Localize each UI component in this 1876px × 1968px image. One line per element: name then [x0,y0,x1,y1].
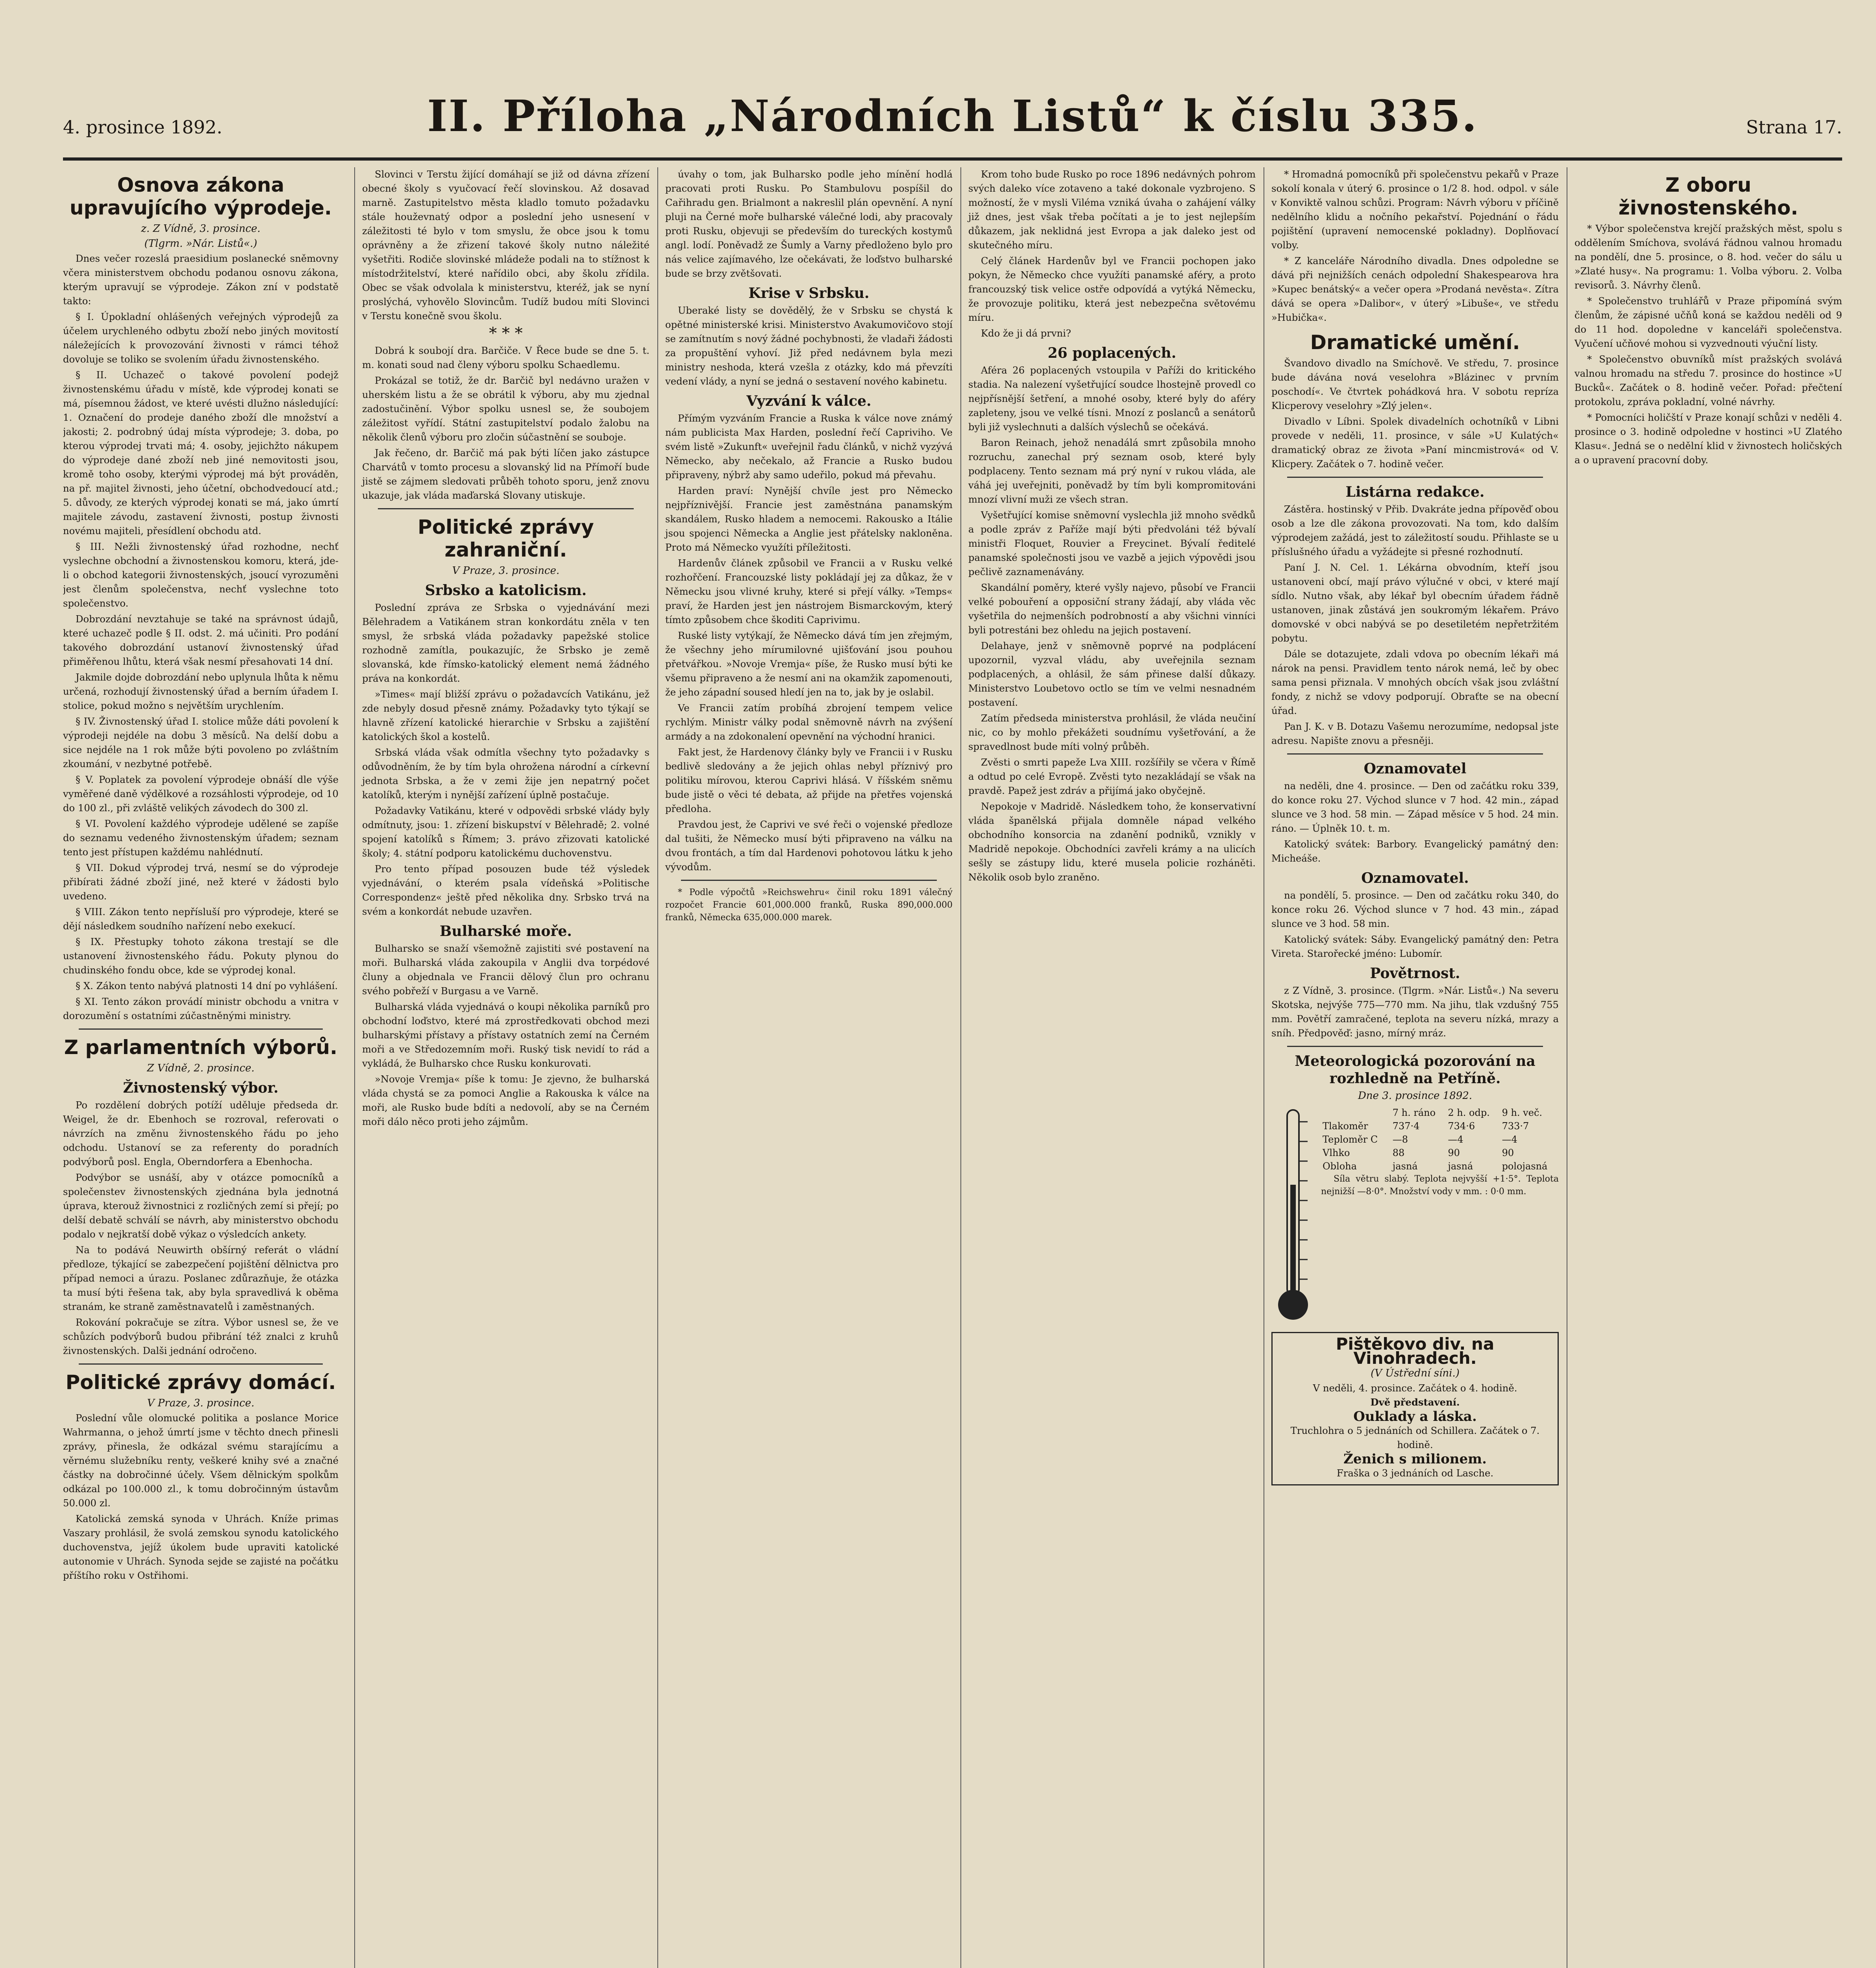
issue-date: 4. prosince 1892. [63,117,222,138]
dateline: Z Vídně, 2. prosince. [147,1062,255,1074]
paragraph: § VII. Dokud výprodej trvá, nesmí se do výprodeje přibírati žádné zboží jiné, než které v žádosti bylo uvedeno. [63,862,339,902]
divider [378,508,634,509]
divider [681,880,937,881]
weather-block [1271,1106,1559,1326]
subheading: Meteorologická pozorování na rozhledně na Petříně. [1295,1053,1536,1087]
paragraph: Katolický svátek: Barbory. Evangelický památný den: Micheáše. [1271,838,1559,864]
paragraph: Krom toho bude Rusko po roce 1896 nedávných pohrom svých daleko více zotaveno a také dokonale vyzbrojeno. S možností, že v mysli Viléma vzniká úvaha o zahájení války již dnes, jest však třeba počítati a je to jest nejlepším důkazem, jak neklidná jest Evropa a jak daleko jest od skutečného míru. [968,168,1256,251]
article-heading: Politické zprávy domácí. [65,1371,336,1394]
paragraph: § VI. Povolení každého výprodeje udělené se zapíše do seznamu vedeného živnostenským úřadem; seznam tento jest přístupen každému nahlédnutí. [63,818,339,858]
paragraph: Dobrozdání nevztahuje se také na správnost údajů, které uchazeč podle § II. odst. 2. má učiniti. Pro podání takového dobrozdání ustanoví živnostenský úřad přiměřenou lhůtu, která však nesmí přesahovati 14 dní. [63,613,339,667]
table-cell: jasná [1448,1161,1473,1172]
subheading: Oznamovatel. [1361,870,1469,886]
subheading: Krise v Srbsku. [748,285,870,301]
subheading: Srbsko a katolicism. [425,582,587,599]
paragraph: Pravdou jest, že Caprivi ve své řeči o vojenské předloze dal tušiti, že Německo musí býti připraveno na válku na dvou frontách, a tím dal Hardenovi pohotovou látku k jeho vývodům. [665,819,953,873]
paragraph: Bulharská vláda vyjednává o koupi několika parníků pro obchodní loďstvo, které má zprostředkovati obchod mezi bulharskými přístavy a přístavy ostatních zemí na Černém moři a ve Středozemním moři. Ruský tisk nevidí to rád a vykládá, že Bulharsko chce Rusku konkurovati. [362,1001,649,1069]
paragraph: * Pomocníci holičští v Praze konají schůzi v neděli 4. prosince o 3. hodině odpoledne v hostinci »U Zlatého Klasu«. Jedná se o nedělní klid v živnostech holičských a o upravení pracovní doby. [1574,412,1842,466]
paragraph: Požadavky Vatikánu, které v odpovědi srbské vlády byly odmítnuty, jsou: 1. zřízení biskupství v Bělehradě; 2. volné spojení katolíků s Římem; 3. právo zřizovati katolické školy; 4. státní podporu katolickému duchovenstvu. [362,805,649,859]
paragraph: Pro tento případ posouzen bude též výsledek vyjednávání, o kterém psala vídeňská »Politische Correspondenz« ještě před několika dny. Srbsko trvá na svém a konkordát nebude uzavřen. [362,863,649,917]
theatre-advertisement [1271,1332,1559,1485]
table-cell: Obloha [1323,1161,1357,1172]
paragraph: Slovinci v Terstu žijící domáhají se již od dávna zřízení obecné školy s vyučovací řečí slovinskou. Až dosavad marně. Zastupitelstvo města kladlo tomuto požadavku stále houževnatý odpor a poslední jeho usnesení v záležitosti té bylo v tom smyslu, že obce jsou k tomu oprávněny a že zřizení takové školy nutno náležité vyšetřiti. Rodiče slovinské mládeže podali na to stížnost k místodržitelství, které nařídilo obci, aby školu zřídila. Obec se však odvolala k ministerstvu, kteréž, jak se nyní proslýchá, vyhovělo Slovincům. Tudíž budou míti Slovinci v Terstu konečně svou školu. [362,168,649,322]
paragraph: * Výbor společenstva krejčí pražských měst, spolu s oddělením Smíchova, svolává řádnou valnou hromadu na pondělí, dne 5. prosince, o 8. hod. večer do sálu u »Zlaté husy«. Na programu: 1. Volba výboru. 2. Volba revisorů. 3. Návrhy členů. [1574,223,1842,291]
paragraph: Poslední vůle olomucké politika a poslance Morice Wahrmanna, o jehož úmrtí jsme v těchto dnech přinesli zprávy, přinesla, že odkázal svému starajícímu a věrnému služebníku renty, veškeré knihy své a značné částky na dobročinné účely. Všem dělnickým spolkům odkázal po 100.000 zl., k tomu dobročinným ústavům 50.000 zl. [63,1412,339,1509]
paragraph: Po rozdělení dobrých potíží uděluje předseda dr. Weigel, že dr. Ebenhoch se rozroval, referovati o návrzích na změnu živnostenského řádu po jeho odchodu. Ustanoví se za referenty do poradních podvýborů posl. Engla, Oberndorfera a Ebenhocha. [63,1099,339,1167]
paragraph: z Z Vídně, 3. prosince. (Tlgrm. »Nár. Listů«.) Na severu Skotska, nejvýše 775—770 mm. Na jihu, tlak vzdušný 755 mm. Povětří zamračené, teplota na severu nízká, mrazy a sníh. Předpověď: jasno, mírný mráz. [1271,985,1559,1039]
paragraph: Kdo že ji dá prvni? [981,327,1071,339]
table-cell: Vlhko [1323,1147,1350,1158]
page-title: II. Příloha „Národních Listů“ k číslu 335. [427,91,1478,141]
subheading: Povětrnost. [1370,965,1460,982]
columns [63,167,1842,1968]
ad-line: Dvě představení. [1370,1396,1460,1408]
ad-play-title: Ženich s milionem. [1343,1451,1487,1467]
subheading: Listárna redakce. [1345,484,1485,500]
paragraph: Zvěsti o smrti papeže Lva XIII. rozšířily se včera v Římě a odtud po celé Evropě. Zvěsti tyto nezakládají se však na pravdě. Papež jest zdráv a přijímá jako obyčejně. [968,756,1256,796]
paragraph: Nepokoje v Madridě. Následkem toho, že konservativní vláda španělská přijala domněle nápad velkého obchodního konsorcia na zdanění podniků, vznikly v Madridě nepokoje. Obchodníci zavřeli krámy a na ulicích sešly se zástupy lidu, které musela policie rozháněti. Několik osob bylo zraněno. [968,801,1256,883]
table-cell: —4 [1448,1134,1463,1145]
paragraph: na neděli, dne 4. prosince. — Den od začátku roku 339, do konce roku 27. Východ slunce v 7 hod. 42 min., západ slunce ve 3 hod. 58 min. — Západ měsíce v 5 hod. 24 min. ráno. — Úplněk 10. t. m. [1271,780,1559,834]
divider [79,1028,323,1030]
observation-date: Dne 3. prosince 1892. [1358,1090,1473,1102]
telegram-note: (Tlgrm. »Nár. Listů«.) [144,238,257,250]
paragraph: § II. Uchazeč o takové povolení podejž živnostenskému úřadu v místě, kde výprodej konati se má, písemnou žádost, ve které uvésti dlužno následující: 1. Označení do prodeje daného zboží dle množství a jakosti; 2. podrobný údaj místa výprodeje; 3. doba, po kterou výprodej trvati má; 4. osoby, jejichžto nákupem do výprodeje dané zboží neb jiné nemovitosti jsou, kromě toho osoby, kterými výprodej má být prováděn, na př. majitel živnosti, jeho účetní, obchodvedoucí atd.; 5. důvody, ze kterých výprodej konati se má, jako úmrtí majitele závodu, zastavení živnosti, postup živnosti novému majiteli, přesídlení obchodu atd. [63,369,339,536]
subheading: Živnostenský výbor. [123,1080,279,1096]
paragraph: § X. Zákon tento nabývá platnosti 14 dní po vyhlášení. [76,980,338,991]
paragraph: § III. Nežli živnostenský úřad rozhodne, nechť vyslechne obchodní a živnostenskou komoru, která, jde-li o obchod kategorii živnostenských, jsoucí vyrozuměni jest členům společenstva, nechť vyslechne toto společenstvo. [63,541,339,609]
paragraph: »Times« mají bližší zprávu o požadavcích Vatikánu, jež zde nebyly dosud přesně známy. Požadavky tyto týkají se hlavně zřízení katolické hierarchie v Srbsku a zajištění katolických škol a kostelů. [362,688,649,742]
thermometer-icon [1271,1106,1315,1326]
subheading: 26 poplacených. [1047,345,1177,361]
table-row [1321,1119,1559,1133]
paragraph: Rokování pokračuje se zítra. Výbor usnesl se, že ve schůzích podvýborů budou přibrání též znalci z kruhů živnostenských. Dalši jednání odročeno. [63,1317,339,1356]
paragraph: na pondělí, 5. prosince. — Den od začátku roku 340, do konce roku 26. Východ slunce v 7 hod. 43 min., západ slunce ve 3 hod. 58 min. [1271,890,1559,929]
table-cell: Tlakoměr [1323,1121,1368,1132]
ad-title: Pištěkovo div. na Vinohradech. [1336,1334,1495,1368]
column-3 [657,167,960,1968]
table-cell: Teploměr C [1323,1134,1378,1145]
column-1 [63,167,346,1968]
column-2 [354,167,657,1968]
paragraph: Hardenův článek způsobil ve Francii a v Rusku velké rozhořčení. Francouzské listy pokládají jej za důkaz, že v Německu jsou vlivné kruhy, které si přejí války. »Temps« praví, že Harden jest jen nástrojem Bismarckovým, který tímto způsobem chce škoditi Caprivimu. [665,557,953,625]
paragraph: § IV. Živnostenský úřad I. stolice může dáti povolení k výprodeji nejdéle na dobu 3 měsíců. Na delší dobu a sice nejdéle na 1 rok může býti povoleno po zvláštním zkoumání, v nezbytné potřebě. [63,716,339,769]
paragraph: Jakmile dojde dobrozdání nebo uplynula lhůta k němu určená, rozhodují živnostenský úřad a berním úřadem I. stolice, pokud možno s největším urychlením. [63,671,339,711]
table-cell: 88 [1392,1147,1405,1158]
ad-line: Truchlohra o 5 jednáních od Schillera. Začátek o 7. hodině. [1290,1425,1540,1450]
paragraph: Ve Francii zatím probíhá zbrojení tempem velice rychlým. Ministr války podal sněmovně návrh na zvýšení armády a na zdokonalení opevnění na východní hranici. [665,702,953,742]
ad-play-title: Ouklady a láska. [1353,1409,1477,1424]
paragraph: Aféra 26 poplacených vstoupila v Paříži do kritického stadia. Na nalezení vyšetřující soudce lhostejně provedl co nejpřísnější šetření, a mnohé osoby, které byly do aféry zapleteny, jsou ve velké tísni. Mnozí z poslanců a senátorů byli již vyslechnuti a dalších výslechů se očekává. [968,364,1256,433]
paragraph: Podvýbor se usnáší, aby v otázce pomocníků a společenstev živnostenských zjednána byla jednotná úprava, kterouž živnostnici z rozličných zemí si přejí; po delší debatě schválí se návrh, aby ministerstvo obchodu podalo v nejkratší době výkaz o výsledcích ankety. [63,1172,339,1240]
paragraph: Celý článek Hardenův byl ve Francii pochopen jako pokyn, že Německo chce využíti panamské aféry, a proto francouzský tisk velice ostře odpovídá a vytýká Německu, že provozuje politiku, která jest nebezpečna světovému míru. [968,255,1256,323]
divider [1287,477,1543,478]
paragraph: Prokázal se totiž, že dr. Barčič byl nedávno uražen v uherském listu a že se obrátil k výboru, aby mu zjednal zadostučinění. Výbor spolku usnesl se, že soubojem záležitost vyřídí. Státní zastupitelství podalo žalobu na několik členů výboru pro zločin súčastnění se souboje. [362,375,649,443]
weather-note: Síla větru slabý. Teplota nejvyšší +1·5°. Teplota nejnižší —8·0°. Množství vody v mm. : 0·0 mm. [1321,1174,1559,1197]
paragraph: Harden praví: Nynější chvíle jest pro Německo nejpříznivější. Francie jest zaměstnána panamským skandálem, Rusko hladem a nemocemi. Rakousko a Itálie jsou spojenci Německa a Anglie jest přátelsky nakloněna. Proto má Německo využíti příležitosti. [665,485,953,553]
paragraph: Katolický svátek: Sáby. Evangelický památný den: Petra Vireta. Starořecké jméno: Lubomír. [1271,934,1559,959]
paragraph: Dále se dotazujete, zdali vdova po obecním lékaři má nárok na pensi. Pravidlem tento nárok nemá, leč by obec sama pensi přiznala. V mnohých obcích však jsou zvláštní fondy, z nichž se vdovy podporují. Obraťte se na obecní úřad. [1271,648,1559,716]
table-header-cell: 2 h. odp. [1448,1107,1490,1118]
paragraph: »Novoje Vremja« píše k tomu: Je zjevno, že bulharská vláda chystá se za pomoci Anglie a Rakouska k válce na moři, ale Rusko bude bdíti a nedovolí, aby se na Černém moři dálo něco proti jeho zájmům. [362,1073,649,1127]
weather-data [1321,1106,1559,1200]
paragraph: úvahy o tom, jak Bulharsko podle jeho mínění hodlá pracovati proti Rusku. Po Stambulovu pospíšil do Cařihradu gen. Brialmont a nakreslil plán opevnění. A nyní pluji na Černé moře bulharské válečné lodi, aby pracovaly proti Rusku, objevuji se především do tureckých kostymů angl. lodí. Poněvadž ze Šumly a Varny předloženo bylo pro nás velice zajímavého, lze očekávati, že loďstvo bulharské bude se brzy zvětšovati. [665,168,953,279]
table-cell: polojasná [1502,1161,1548,1172]
paragraph: Baron Reinach, jehož nenadálá smrt způsobila mnoho rozruchu, zanechal prý seznam osob, které byly podplaceny. Tento seznam má prý nyní v rukou vláda, ale váhá jej uveřejniti, poněvadž by tím byli kompromitováni mnozí vlivní muži ze všech stran. [968,437,1256,505]
table-header-cell: 9 h. več. [1502,1107,1543,1118]
paragraph: Dobrá k soubojí dra. Barčiče. V Řece bude se dne 5. t. m. konati soud nad členy výboru spolku Schaedlemu. [362,345,649,370]
weather-table [1321,1106,1559,1173]
paragraph: Bulharsko se snaží všemožně zajistiti své postavení na moři. Bulharská vláda zakoupila v Anglii dva torpédové čluny a objednala ve Francii dělový člun pro ochranu svého pobřeží v Burgasu a ve Varně. [362,943,649,997]
dateline: V Praze, 3. prosince. [147,1397,255,1409]
paragraph: § V. Poplatek za povolení výprodeje obnáší dle výše vyměřené daně výdělkové a rozsáhlosti výprodeje, od 10 do 100 zl., při zvláště velikých závodech do 300 zl. [63,774,339,814]
paragraph: Uberaké listy se dovědělý, že v Srbsku se chystá k opětné ministerské krisi. Ministerstvo Avakumovičovo stojí se zamítnutím s nový žádné pochybnosti, že vladaři žádosti za propuštění vyhoví. Již před nedávnem byla mezi ministry neshoda, která vzešla z otázky, kdo má převzíti vedení vlády, a nyní se jedná o sestavení nového kabinetu. [665,305,953,387]
article-heading: Dramatické umění. [1310,331,1520,354]
paragraph: Jak řečeno, dr. Barčič má pak býti líčen jako zástupce Charvátů v tomto procesu a slovanský lid na Přímoří bude jistě se zájmem sledovati průběh tohoto sporu, jenž znovu ukazuje, jak vláda maďarská Slovany utiskuje. [362,447,649,501]
table-cell: jasná [1392,1161,1418,1172]
paragraph: Srbská vláda však odmítla všechny tyto požadavky s odůvodněním, že by tím byla ohrožena národní a církevní jednota Srbska, a že v zemi žije jen nepatrný počet katolíků, kterým i nynější zařízení úplně postačuje. [362,747,649,801]
table-row [1321,1146,1559,1160]
paragraph: Zástěra. hostinský v Přib. Dvakráte jedna přípověď obou osob a lze dle zákona provozovati. Na tom, kdo dalším výprodejem zažádá, jest to záležitostí soudu. Přihlaste se u příslušného úřadu a vyžádejte si přesné rozhodnutí. [1271,503,1559,557]
section-separator: * * * [489,324,523,342]
article-heading: Osnova zákona upravujícího výprodeje. [69,174,332,219]
paragraph: Ruské listy vytýkají, že Německo dává tím jen zřejmým, že všechny jeho mírumilovné ujišťování jsou pouhou přetvářkou. »Novoje Vremja« píše, že Rusko musí býti ke všemu připraveno a že nesmí ani na okamžik zapomenouti, že jeho západní soused hledí jen na to, jak by je oslabil. [665,630,953,698]
column-6 [1567,167,1842,1968]
table-cell: 90 [1448,1147,1460,1158]
table-cell: 734·6 [1448,1121,1475,1132]
subheading: Oznamovatel [1364,760,1467,777]
paragraph: * Společenstvo truhlářů v Praze připomíná svým členům, že zápisné učňů koná se každou neděli od 9 do 11 hod. dopoledne v kanceláři společenstva. Vyučení učňové mohou si vyzvednouti výuční listy. [1574,295,1842,349]
paragraph: § IX. Přestupky tohoto zákona trestají se dle ustanovení živnostenského řádu. Pokuty plynou do chudinského fondu obce, kde se výprodej konal. [63,936,339,976]
paragraph: Divadlo v Líbni. Spolek divadelních ochotníků v Libni provede v neděli, 11. prosince, v sále »U Kulatých« dramatický obraz ze života »Paní mincmistrová« od V. Klicpery. Začátek o 7. hodině večer. [1271,416,1559,470]
divider [1287,753,1543,755]
subheading: Vyzvání k válce. [746,393,871,409]
table-header-cell: 7 h. ráno [1392,1107,1436,1118]
paragraph: * Hromadná pomocníků při společenstvu pekařů v Praze sokolí konala v úterý 6. prosince o 1/2 8. hod. odpol. v sále v Konviktě valnou schůzi. Program: Návrh výboru v příčině nedělního klidu a nočního pekařství. Pojednání o řádu pojištění (upravení nemocenské pokladny). Doplňovací volby. [1271,168,1559,251]
table-cell: —8 [1392,1134,1408,1145]
table-cell: —4 [1502,1134,1517,1145]
masthead [63,79,1842,161]
column-4 [960,167,1263,1968]
ad-subtitle: (V Ústřední síni.) [1371,1367,1460,1379]
paragraph: Skandální poměry, které vyšly najevo, působí ve Francii velké pobouření a opposiční strany žádají, aby vláda věc vyšetřila do nejmenších podrobností a aby všichni vinníci byli potrestáni bez ohledu na jejich postavení. [968,582,1256,636]
paragraph: § VIII. Zákon tento nepřísluší pro výprodeje, které se dějí následkem soudního nařízení nebo exekucí. [63,906,339,932]
paragraph: Katolická zemská synoda v Uhrách. Kníže primas Vaszary prohlásil, že svolá zemskou synodu katolického duchovenstva, jejíž úkolem bude upraviti katolické autonomie v Uhrách. Synoda sejde se zajisté na počátku příštího roku v Ostřihomi. [63,1513,339,1581]
article-heading: Z oboru živnostenského. [1618,174,1798,219]
divider [79,1363,323,1365]
paragraph: Zatím předseda ministerstva prohlásil, že vláda neučiní nic, co by mohlo překážeti soudnímu vyšetřování, a že spravedlnost bude míti volný průběh. [968,712,1256,752]
subheading: Bulharské moře. [440,923,572,940]
table-header-cell [1321,1106,1391,1119]
article-heading: Z parlamentních výborů. [64,1036,338,1059]
paragraph: Paní J. N. Cel. 1. Lékárna obvodním, kteří jsou ustanoveni obcí, mají právo výlučné v obci, v které mají sídlo. Nutno však, aby lékař byl obecním úřadem řádně ustanoven, jinak zůstává jen soukromým lékařem. Právo domovské v obci nabývá se po desetiletém nepřetržitém pobytu. [1271,562,1559,644]
ad-line: Fraška o 3 jednáních od Lasche. [1336,1467,1494,1479]
table-cell: 737·4 [1392,1121,1420,1132]
paragraph: Fakt jest, že Hardenovy články byly ve Francii i v Rusku bedlivě sledovány a že jejich ohlas nebyl příznivý pro politiku mírovou, kterou Caprivi hlásá. V říšském sněmu bude jistě o věci té debata, až přijde na přetřes vojenská předloha. [665,746,953,814]
paragraph: Přímým vyzváním Francie a Ruska k válce nove známý nám publicista Max Harden, poslední řečí Capriviho. Ve svém listě »Zukunft« uveřejnil řadu článků, v nichž vyzývá Německo, aby nečekalo, až Francie a Rusko budou připraveny, nýbrž aby samo udeřilo, pokud má převahu. [665,412,953,481]
paragraph: § I. Úpokladní ohlášených veřejných výprodejů za účelem urychleného odbytu zboží nebo jiných movitostí náležejících k provozování živnosti v rámci téhož dovoluje se toliko se svolením úřadu živnostenského. [63,311,339,365]
paragraph: Na to podává Neuwirth obšírný referát o vládní předloze, týkající se zabezpečení pojištění dělnictva pro případ nemoci a úrazu. Poslanec zdůrazňuje, že otázka ta musí býti řešena tak, aby byla spravedlivá k oběma stranám, ke straně zaměstnavatelů i zaměstnaných. [63,1244,339,1312]
paragraph: * Společenstvo obuvníků míst pražských svolává valnou hromadu na středu 7. prosince do hostince »U Bucků«. Začátek o 8. hodině večer. Pořad: přečtení protokolu, zpráva pokladní, volné návrhy. [1574,353,1842,407]
footnote: * Podle výpočtů »Reichswehru« činil roku 1891 válečný rozpočet Francie 601,000.000 franků, Ruska 890,000.000 franků, Německa 635,000.000 marek. [665,888,953,923]
paragraph: § XI. Tento zákon provádí ministr obchodu a vnitra v dorozumění s ostatními zúčastněnými ministry. [63,996,339,1021]
paragraph: Delahaye, jenž v sněmovně poprvé na podplácení upozornil, vyzval vládu, aby uveřejnila seznam podplacených, a ohlásil, že sám přinese další důkazy. Ministerstvo Loubetovo octlo se tím ve velmi nesnadném postavení. [968,640,1256,708]
paragraph: Vyšetřující komise sněmovní vyslechla již mnoho svědků a podle zpráv z Paříže mají býti předvoláni též bývalí ministři Floquet, Rouvier a Freycinet. Bývalí ředitelé panamské společnosti jsou ve vazbě a jejich výpovědi jsou pečlivě zaznamenávány. [968,509,1256,577]
divider [1287,1046,1543,1047]
table-row [1321,1160,1559,1173]
column-5 [1264,167,1566,1968]
table-row [1321,1133,1559,1146]
table-header-row [1321,1106,1559,1119]
table-cell: 90 [1502,1147,1514,1158]
dateline: z. Z Vídně, 3. prosince. [141,223,261,235]
table-cell: 733·7 [1502,1121,1529,1132]
page-number: Strana 17. [1746,117,1842,138]
paragraph: Poslední zpráva ze Srbska o vyjednávání mezi Bělehradem a Vatikánem stran konkordátu zněla v ten smysl, že srbská vláda požadavky papežské stolice rozhodně zamítla, poukazujíc, že Srbsko je země slovanská, kde římsko-katolický element nemá žádného práva na konkordát. [362,602,649,684]
paragraph: Pan J. K. v B. Dotazu Vašemu nerozumíme, nedopsal jste adresu. Napište znovu a přesněji. [1271,721,1559,746]
article-heading: Politické zprávy zahraniční. [418,516,594,561]
ad-line: V neděli, 4. prosince. Začátek o 4. hodině. [1313,1382,1517,1394]
paragraph: Dnes večer rozeslá praesidium poslanecké sněmovny včera ministerstvem obchodu podanou osnovu zákona, kterým upravují se výprodeje. Zákon zní v podstatě takto: [63,253,339,307]
paragraph: * Z kanceláře Národního divadla. Dnes odpoledne se dává při nejnižších cenách odpolední Shakespearova hra »Kupec benátský« a večer opera »Prodaná nevěsta«. Zítra dává se opera »Dalibor«, v úterý »Libuše«, ve středu »Hubička«. [1271,255,1559,323]
dateline: V Praze, 3. prosince. [452,565,560,577]
paragraph: Švandovo divadlo na Smíchově. Ve středu, 7. prosince bude dávána nová veselohra »Blázinec v prvním poschodí«. Ve čtvrtek pohádková hra. V sobotu repríza Klicperovy veselohry »Zlý jelen«. [1271,357,1559,411]
